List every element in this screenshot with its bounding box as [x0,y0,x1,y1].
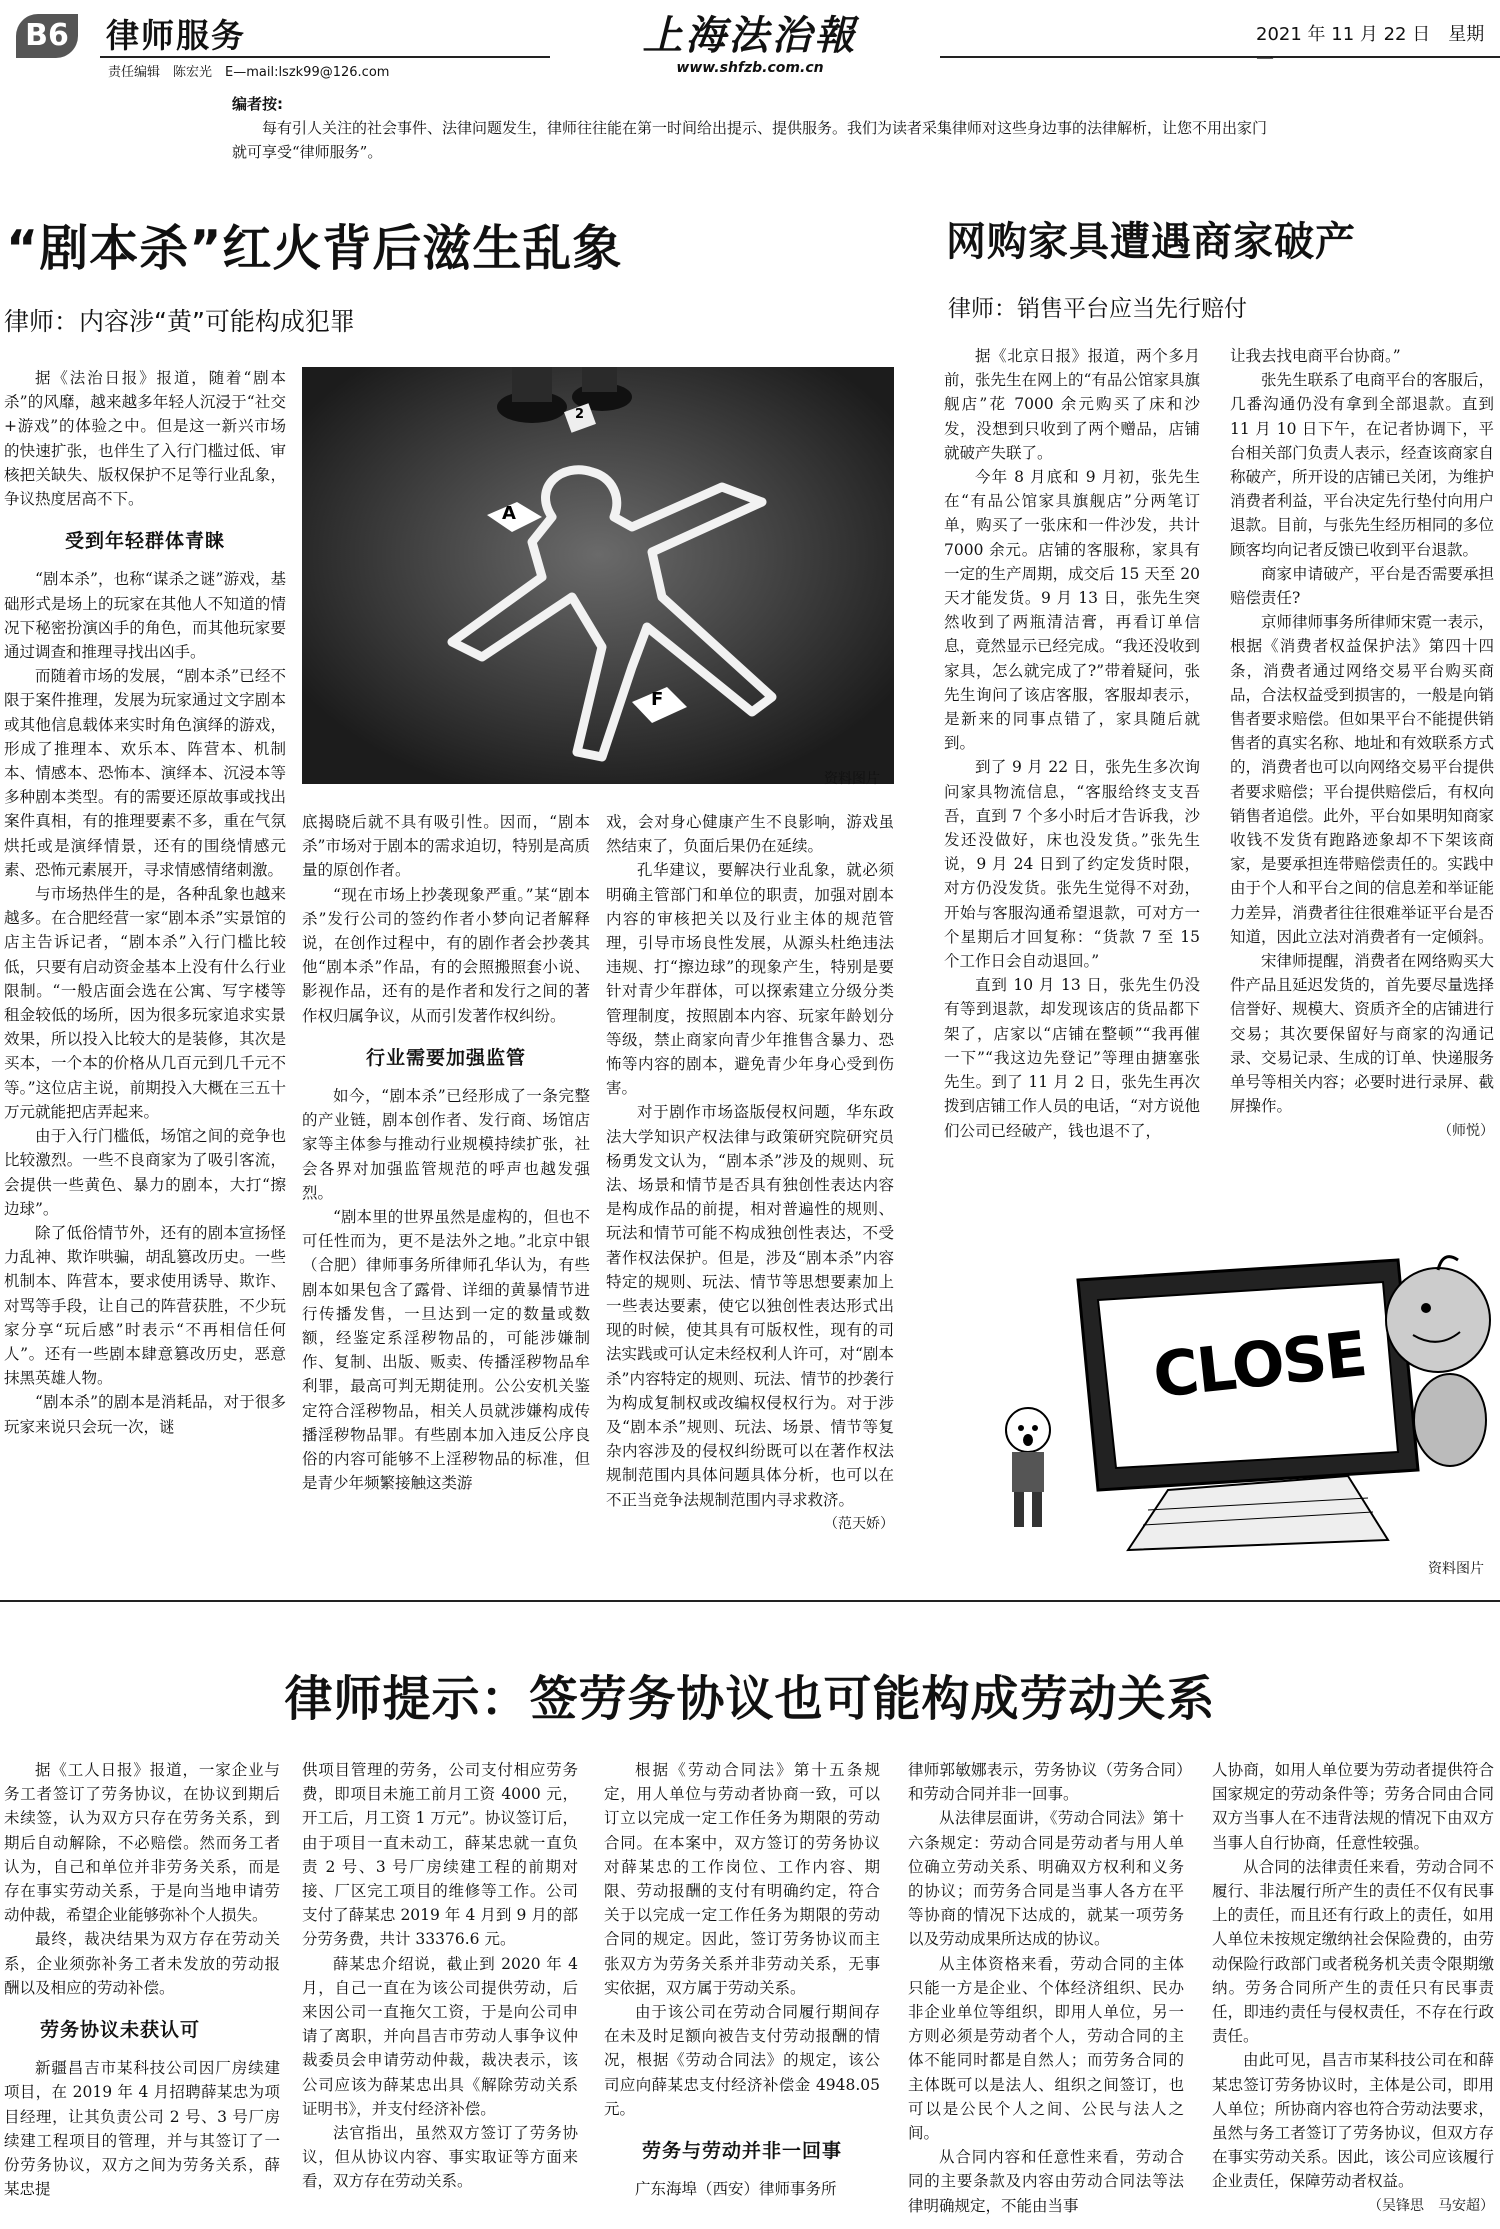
close-shop-cartoon [968,1240,1496,1560]
section-heading: 受到年轻群体青睐 [64,530,225,553]
paragraph: 从合同的法律责任来看，劳动合同不履行、非法履行所产生的责任不仅有民事上的责任，而且还有行政上的责任，如用人单位未按规定缴纳社会保险费的，由劳动保险行政部门或者税务机关责令限期缴纳。劳务合同所产生的责任只有民事责任，即违约责任与侵权责任，不存在行政责任。 [1212,1857,1494,2046]
article3-column-1 [4,1758,280,2228]
article2-column-1 [944,344,1200,1240]
article1-column-2 [302,810,590,1572]
article3-byline: （吴锋思 马安超） [1368,2197,1494,2214]
paragraph: 律师郭敏娜表示，劳务协议（劳务合同）和劳动合同并非一回事。 [908,1761,1184,1804]
article3-column-4 [908,1758,1184,2228]
article2-title: 网购家具遭遇商家破产 [946,219,1356,265]
editor-line: 责任编辑 陈宏光 E—mail:lszk99@126.com [108,65,390,80]
paragraph: 供项目管理的劳务，公司支付相应劳务费，即项目未施工前月工资 4000 元，开工后，月工资 1 万元”。协议签订后，由于项目一直未动工，薛某忠就一直负责 2 号、3 号厂房续建工程的前期对接、厂区完工项目的维修等工作。公司支付了薛某忠 2019 年 4 月到 9 月的部分劳务费，共计 33376.6 元。 [302,1761,578,1949]
paragraph: 与市场热伴生的是，各种乱象也越来越多。在合肥经营一家“剧本杀”实景馆的店主告诉记者，“剧本杀”入行门槛比较低，只要有启动资金基本上没有什么行业限制。“一般店面会选在公寓、写字楼等租金较低的场所，因为很多玩家追求实景效果，所以投入比较大的是装修，其次是买本，一个本的价格从几百元到几千元不等。”这位店主说，前期投入大概在三五十万元就能把店弄起来。 [4,885,286,1121]
paragraph: 从主体资格来看，劳动合同的主体只能一方是企业、个体经济组织、民办非企业单位等组织，即用人单位，另一方则必须是劳动者个人，劳动合同的主体不能同时都是自然人；而劳务合同的主体既可以是法人、组织之间签订，也可以是公民个人之间、公民与法人之间。 [908,1954,1184,2143]
article1-title: “剧本杀”红火背后滋生乱象 [6,220,623,277]
editor-note-label: 编者按: [232,95,283,113]
article1-byline: （范天娇） [824,1515,894,1532]
article1-photo-caption: 资料图片 [824,771,880,787]
paragraph: 人协商，如用人单位要为劳动者提供符合国家规定的劳动条件等；劳务合同由合同双方当事人在不违背法规的情况下由双方当事人自行协商，任意性较强。 [1212,1761,1494,1852]
evidence-marker-2: 2 [575,407,585,422]
paragraph: 法官指出，虽然双方签订了劳务协议，但从协议内容、事实取证等方面来看，双方存在劳动关系。 [302,2124,578,2191]
paragraph: 从合同内容和任意性来看，劳动合同的主要条款及内容由劳动合同法等法律明确规定，不能由当事 [908,2148,1184,2215]
section-heading: 劳务协议未获认可 [40,2019,201,2042]
article2-subtitle: 律师：销售平台应当先行赔付 [948,296,1247,322]
paragraph: “剧本杀”的剧本是消耗品，对于很多玩家来说只会玩一次，谜 [4,1393,286,1436]
editor-note [232,92,1272,164]
paragraph: 宋律师提醒，消费者在网络购买大件产品且延迟发货的，首先要尽量选择信誉好、规模大、资质齐全的店铺进行交易；其次要保留好与商家的沟通记录、交易记录、生成的订单、快递服务单号等相关内容；必要时进行录屏、截屏操作。 [1230,952,1494,1116]
crime-scene-illustration [302,367,894,784]
page-badge: B6 [16,14,78,58]
website: www.shfzb.com.cn [676,60,824,76]
issue-date: 2021 年 11 月 22 日 星期一 [1256,24,1485,71]
paragraph: 商家申请破产，平台是否需要承担赔偿责任? [1230,564,1494,608]
paragraph: “剧本杀”，也称“谋杀之谜”游戏，基础形式是场上的玩家在其他人不知道的情况下秘密扮演凶手的角色，而其他玩家要通过调查和推理寻找出凶手。 [4,570,286,662]
crime-scene-photo [302,367,894,784]
article1-column-1 [4,366,286,1572]
editor-note-text: 每有引人关注的社会事件、法律问题发生，律师往往能在第一时间给出提示、提供服务。我们为读者采集律师对这些身边事的法律解析，让您不用出家门就可享受“律师服务”。 [232,119,1268,161]
paragraph: 京师律师事务所律师宋霓一表示，根据《消费者权益保护法》第四十四条，消费者通过网络交易平台购买商品，合法权益受到损害的，一般是向销售者要求赔偿。但如果平台不能提供销售者的真实名称、地址和有效联系方式的，消费者也可以向网络交易平台提供者要求赔偿；平台提供赔偿后，有权向销售者追偿。此外，平台如果明知商家收钱不发货有跑路迹象却不下架该商家，是要承担连带赔偿责任的。实践中由于个人和平台之间的信息差和举证能力差异，消费者往往很难举证平台是否知道，因此立法对消费者有一定倾斜。 [1230,613,1494,946]
evidence-marker-a: A [502,503,516,524]
article2-cartoon-caption: 资料图片 [1428,1561,1484,1577]
paragraph: 由于该公司在劳动合同履行期间存在未及时足额向被告支付劳动报酬的情况，根据《劳动合同法》的规定，该公司应向薛某忠支付经济补偿金 4948.05 元。 [604,2003,880,2118]
paragraph: 广东海埠（西安）律师事务所 [635,2180,837,2199]
section-heading: 行业需要加强监管 [365,1046,526,1069]
paper-name-logo: 上海法治報 [642,12,858,59]
paragraph: 新疆昌吉市某科技公司因厂房续建项目，在 2019 年 4 月招聘薛某忠为项目经理，让其负责公司 2 号、3 号厂房续建工程项目的管理，并与其签订了一份劳务协议，双方之间为劳务关系，薛某忠提 [4,2059,280,2199]
section-heading: 劳务与劳动并非一回事 [641,2140,842,2163]
article3-title: 律师提示：签劳务协议也可能构成劳动关系 [284,1671,1216,1727]
paragraph: “剧本里的世界虽然是虚构的，但也不可任性而为，更不是法外之地。”北京中银（合肥）律师事务所律师孔华认为，有些剧本如果包含了露骨、详细的黄暴情节进行传播发售，一旦达到一定的数量或数额，经鉴定系淫秽物品的，可能涉嫌制作、复制、出版、贩卖、传播淫秽物品牟利罪，最高可判无期徒刑。公公安机关鉴定符合淫秽物品，相关人员就涉嫌构成传播淫秽物品罪。有些剧本加入违反公序良俗的内容可能够不上淫秽物品的标准，但是青少年频繁接触这类游 [302,1208,590,1493]
article1-subtitle: 律师：内容涉“黄”可能构成犯罪 [4,307,355,336]
article3-column-5 [1212,1758,1494,2228]
paragraph: 戏，会对身心健康产生不良影响，游戏虽然结束了，负面后果仍在延续。 [606,813,894,856]
paragraph: 薛某忠介绍说，截止到 2020 年 4 月，自己一直在为该公司提供劳动，后来因公司一直拖欠工资，于是向公司申请了离职，并向昌吉市劳动人事争议仲裁委员会申请劳动仲裁，裁决表示，该公司应该为薛某忠出具《解除劳动关系证明书》，并支付经济补偿。 [302,1954,578,2118]
paragraph: 据《法治日报》报道，随着“剧本杀”的风靡，越来越多年轻人沉浸于“社交+游戏”的体验之中。但是这一新兴市场的快速扩张，也伴生了入行门槛过低、审核把关缺失、版权保护不足等行业乱象，争议热度居高不下。 [4,369,286,509]
paragraph: 而随着市场的发展，“剧本杀”已经不限于案件推理，发展为玩家通过文字剧本或其他信息载体来实时角色演绎的游戏，形成了推理本、欢乐本、阵营本、机制本、情感本、恐怖本、演绎本、沉浸本等多种剧本类型。有的需要还原故事或找出案件真相，有的推理要素不多，重在气氛烘托或是演绎情景，还有的围绕情感元素、恐怖元素展开，寻求情感情绪刺激。 [4,667,286,879]
paragraph: 到了 9 月 22 日，张先生多次询问家具物流信息，“客服给终支支吾吾，直到 7 个多小时后才告诉我，沙发还没做好，床也没发货。”张先生说，9 月 24 日到了约定发货时限，对方仍没发货。张先生觉得不对劲，开始与客服沟通希望退款，可对方一个星期后才回复称：“货款 7 至 15 个工作日会自动退回。” [944,758,1200,971]
article2-byline: （师悦） [1438,1122,1494,1139]
section-divider [0,1600,1500,1602]
paragraph: 底揭晓后就不具有吸引性。因而，“剧本杀”市场对于剧本的需求迫切，特别是高质量的原创作者。 [302,813,590,880]
article3-column-2 [302,1758,578,2228]
evidence-marker-f: F [651,689,664,710]
paragraph: 据《北京日报》报道，两个多月前，张先生在网上的“有品公馆家具旗舰店”花 7000 余元购买了床和沙发，没想到只收到了两个赠品，店铺就破产失联了。 [944,347,1200,462]
paragraph: 让我去找电商平台协商。” [1230,347,1401,365]
article1-column-3 [606,810,894,1572]
header-rule-left [100,56,550,58]
paragraph: 孔华建议，要解决行业乱象，就必须明确主管部门和单位的职责，加强对剧本内容的审核把关以及行业主体的规范管理，引导市场良性发展，从源头杜绝违法违规、打“擦边球”的现象产生，特别是要针对青少年群体，可以探索建立分级分类管理制度，按照剧本内容、玩家年龄划分等级，禁止商家向青少年推售含暴力、恐怖等内容的剧本，避免青少年身心受到伤害。 [606,861,894,1098]
paragraph: “现在市场上抄袭现象严重。”某“剧本杀”发行公司的签约作者小梦向记者解释说，在创作过程中，有的剧作者会抄袭其他“剧本杀”作品，有的会照搬照套小说、影视作品，还有的是作者和发行之间的著作权归属争议，从而引发著作权纠纷。 [302,885,590,1025]
paragraph: 根据《劳动合同法》第十五条规定，用人单位与劳动者协商一致，可以订立以完成一定工作任务为期限的劳动合同。在本案中，双方签订的劳务协议对薛某忠的工作岗位、工作内容、期限、劳动报酬的支付有明确约定，符合关于以完成一定工作任务为期限的劳动合同的规定。因此，签订劳务协议而主张双方为劳务关系并非劳动关系，无事实依据，双方属于劳动关系。 [604,1761,880,1997]
paragraph: 由于入行门槛低，场馆之间的竞争也比较激烈。一些不良商家为了吸引客流，会提供一些黄色、暴力的剧本，大打“擦边球”。 [4,1127,286,1218]
paragraph: 据《工人日报》报道，一家企业与务工者签订了劳务协议，在协议到期后未续签，认为双方只存在劳务关系，到期后自动解除，不必赔偿。然而务工者认为，自己和单位并非劳务关系，而是存在事实劳动关系，于是向当地申请劳动仲裁，希望企业能够弥补个人损失。 [4,1761,280,1925]
paragraph: 如今，“剧本杀”已经形成了一条完整的产业链，剧本创作者、发行商、场馆店家等主体参与推动行业规模持续扩张，社会各界对加强监管规范的呼声也越发强烈。 [302,1087,590,1202]
paragraph: 除了低俗情节外，还有的剧本宣扬怪力乱神、欺诈哄骗，胡乱篡改历史。一些机制本、阵营本，要求使用诱导、欺诈、对骂等手段，让自己的阵营获胜，不少玩家分享“玩后感”时表示“不再相信任何人”。还有一些剧本肆意篡改历史，恶意抹黑英雄人物。 [4,1223,286,1388]
article2-column-2 [1230,344,1494,1244]
masthead [0,0,1500,92]
section-title: 律师服务 [106,16,246,55]
paragraph: 张先生联系了电商平台的客服后，几番沟通仍没有拿到全部退款。直到 11 月 10 日下午，在记者协调下，平台相关部门负责人表示，经查该商家自称破产，所开设的店铺已关闭，为维护消费者利益，平台决定先行垫付向用户退款。目前，与张先生经历相同的多位顾客均向记者反馈已收到平台退款。 [1230,371,1494,559]
close-sign-text: CLOSE [1149,1317,1369,1412]
paragraph: 直到 10 月 13 日，张先生仍没有等到退款，却发现该店的货品都下架了，店家以“店铺在整顿”“我再催一下”“我这边先登记”等理由搪塞张先生。到了 11 月 2 日，张先生再次拨到店铺工作人员的电话，“对方说他们公司已经破产，钱也退不了， [944,976,1200,1140]
paragraph: 最终，裁决结果为双方存在劳动关系，企业须弥补务工者未发放的劳动报酬以及相应的劳动补偿。 [4,1930,280,1997]
paragraph: 从法律层面讲，《劳动合同法》第十六条规定：劳动合同是劳动者与用人单位确立劳动关系、明确双方权利和义务的协议；而劳务合同是当事人各方在平等协商的情况下达成的，就某一项劳务以及劳动成果所达成的协议。 [908,1809,1184,1949]
paragraph: 对于剧作市场盗版侵权问题，华东政法大学知识产权法律与政策研究院研究员杨勇发文认为，“剧本杀”涉及的规则、玩法、场景和情节是否具有独创性表达内容是构成作品的前提，相对普遍性的规则、玩法和情节可能不构成独创性表达，不受著作权法保护。但是，涉及“剧本杀”内容特定的规则、玩法、情节等思想要素加上一些表达要素，使它以独创性表达形式出现的时候，使其具有可版权性，现有的司法实践或可认定未经权利人许可，对“剧本杀”内容特定的规则、玩法、情节的抄袭行为构成复制权或改编权侵权行为。对于涉及“剧本杀”规则、玩法、场景、情节等复杂内容涉及的侵权纠纷既可以在著作权法规制范围内具体问题具体分析，也可以在不正当竞争法规制范围内寻求救济。 [606,1103,894,1509]
article3-column-3 [604,1758,880,2228]
paragraph: 由此可见，昌吉市某科技公司在和薛某忠签订劳务协议时，主体是公司，即用人单位；所协商内容也符合劳动法要求，虽然与务工者签订了劳务协议，但双方存在事实劳动关系。因此，该公司应该履行企业责任，保障劳动者权益。 [1212,2051,1494,2191]
paragraph: 今年 8 月底和 9 月初，张先生在“有品公馆家具旗舰店”分两笔订单，购买了一张床和一件沙发，共计 7000 余元。店铺的客服称，家具有一定的生产周期，成交后 15 天至 20 天才能发货。9 月 13 日，张先生突然收到了两瓶清洁膏，再看订单信息，竟然显示已经完成。“我还没收到家具，怎么就完成了?”带着疑问，张先生询问了该店客服，客服却表示，是新来的同事点错了，家具随后就到。 [944,468,1200,753]
